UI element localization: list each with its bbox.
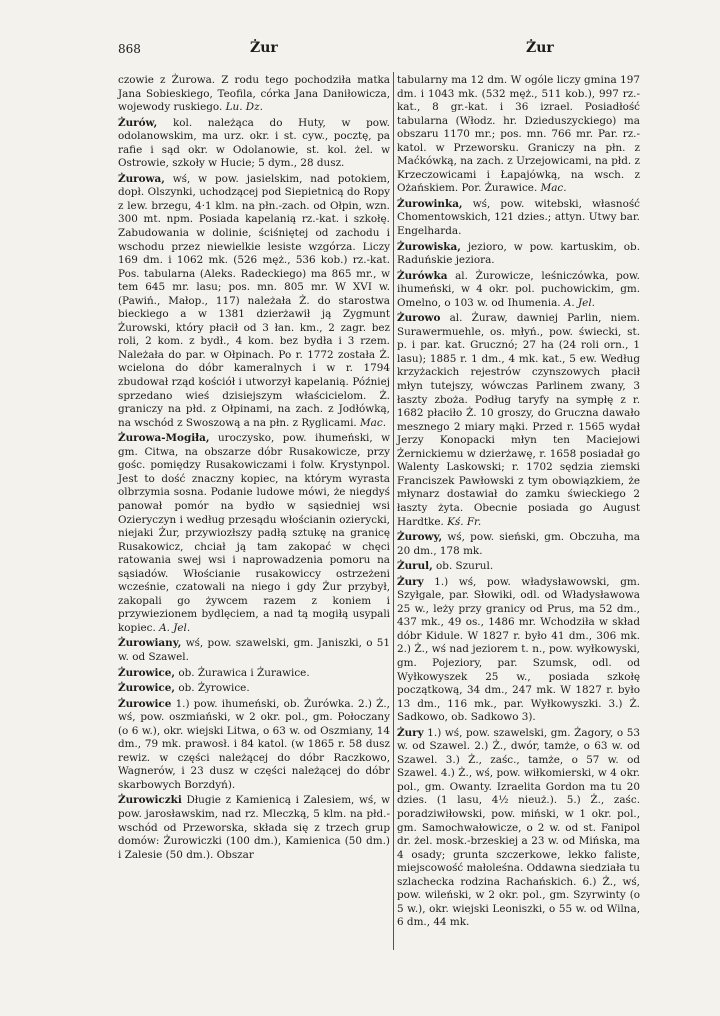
- entry-headword: Żurowice: [118, 697, 172, 710]
- dictionary-entry: [397, 560, 640, 574]
- entry-headword: Żurowice,: [118, 666, 175, 679]
- dictionary-entry: [118, 637, 390, 664]
- dictionary-entry: [397, 241, 640, 268]
- entry-headword: Żurowiska,: [397, 240, 461, 253]
- entry-headword: Żurowa,: [118, 172, 165, 185]
- dictionary-entry: [118, 173, 390, 430]
- entry-headword: Żurowa-Mogiła,: [118, 432, 210, 445]
- dictionary-entry: [397, 198, 640, 239]
- entry-text: ob. Żurawica i Żurawice.: [178, 666, 310, 679]
- entry-signature: Kś. Fr.: [447, 515, 482, 528]
- page-number: 868: [118, 42, 141, 56]
- entry-text: wś, pow. witebski, własność Chomentowskich, 121 dzies.; attyn. Utwy bar. Engelharda.: [397, 197, 640, 238]
- dictionary-entry: [397, 312, 640, 529]
- entry-headword: Żurul,: [397, 560, 433, 573]
- entry-signature: Mac.: [360, 416, 387, 429]
- entry-headword: Żurowiany,: [118, 637, 182, 650]
- entry-text: kol. należąca do Huty, w pow. odolanowskim, ma urz. okr. i st. cyw., pocztę, pa rafie i sąd okr. w Odolanowie, st. kol. żel. w Ostrowie, szkoły w Hucie; 5 dym., 28 dusz.: [118, 116, 390, 170]
- entry-text: Długie z Kamienicą i Zalesiem, wś, w pow. jarosławskim, nad rz. Mleczką, 5 klm. na płd.-wschód od Przeworska, składa się z trzech grup domów: Żurowiczki (100 dm.), Kamienica (50 dm.) i Zalesie (50 dm.). Obszar: [118, 794, 390, 861]
- entry-headword: Żurowiczki: [118, 794, 182, 807]
- entry-text: al. Żuraw, dawniej Parlin, niem. Surawermuehle, os. młyń., pow. świecki, st. p. i par. kat. Grucznó; 27 ha (24 roli orn., 1 lasu); 1885 r. 1 dm., 4 mk. kat., 5 ew. Według krzyżackich rejestrów czynszowych płacił młyn tutejszy, wówczas Parlinem zwany, 3 łaszty zboża. Podług taryfy na sympłę z r. 1682 płaciło Ż. 10 groszy, do Gruczna dawało mesznego 2 miary mąki. Przed r. 1565 wydał Jerzy Konopacki młyn ten Maciejowi Żernickiemu w dzierżawę, r. 1658 posiadał go Walenty Laskowski; r. 1702 sędzia ziemski Franciszek Pawłowski z tym obowiązkiem, że młynarz dostawiał do zamku świeckiego 2 łaszty żyta. Obecnie posiada go August Hardtke.: [397, 312, 640, 528]
- running-head-left: Żur: [250, 40, 278, 56]
- entry-text: ob. Żyrowice.: [178, 682, 250, 695]
- dictionary-entry: [397, 727, 640, 930]
- entry-headword: Żurowinka,: [397, 197, 463, 210]
- entry-signature: A. Jel.: [159, 621, 191, 634]
- entry-text: 1.) wś, pow. szawelski, gm. Żagory, o 53 w. od Szawel. 2.) Ż., dwór, tamże, o 63 w. od Szawel. 3.) Ż., zaśc., tamże, o 57 w. od Szawel. 4.) Ż., wś, pow. wiłkomierski, w 4 okr. pol., gm. Owanty. Izraelita Gordon ma tu 20 dzies. (1 lasu, 4½ nieuż.). 5.) Ż., zaśc. poradziwiłowski, pow. miński, w 1 okr. pol., gm. Samochwałowicze, o 2 w. od st. Fanipol dr. żel. mosk.-brzeskiej a 23 w. od Mińska, ma 4 osady; grunta szczerkowe, lekko faliste, miejscowość małoleśna. Oddawna siedziała tu szlachecka rodzina Rachańskich. 6.) Ż., wś, pow. wileński, w 2 okr. pol., gm. Szyrwinty (o 5 w.), okr. wiejski Leoniszki, o 55 w. od Wilna, 6 dm., 44 mk.: [397, 726, 640, 929]
- entry-text: jezioro, w pow. kartuskim, ob. Raduńskie jeziora.: [397, 240, 640, 267]
- entry-text: wś, pow. szawelski, gm. Janiszki, o 51 w. od Szawel.: [118, 637, 390, 663]
- column-divider: [393, 72, 394, 950]
- left-column: [118, 74, 390, 864]
- entry-text: wś, w pow. jasielskim, nad potokiem, dopł. Olszynki, uchodzącej pod Siepietnicą do Ropy z lew. brzegu, 4·1 klm. na płn.-zach. od Ołpin, wzn. 300 mt. npm. Posiada kapelanią rz.-kat. i szkołę. Zabudowania w dolinie, ściśniętej od zachodu i wschodu przez niewielkie lesiste wzgórza. Liczy 169 dm. i 1062 mk. (526 męż., 536 kob.) rz.-kat. Pos. tabularna (Aleks. Radeckiego) ma 865 mr., w tem 645 mr. lasu; pos. mn. 805 mr. W XVI w. (Pawiń., Małop., 117) należała Ż. do starostwa bieckiego a w 1381 dzierżawił ją Zygmunt Żurowski, który płacił od 3 łan. km., 2 zagr. bez roli, 2 kom. z bydł., 4 kom. bez bydła i 3 rzem. Należała do par. w Ołpinach. Po r. 1772 została Ż. wcielona do dóbr kameralnych i w r. 1794 zbudował rząd kościół i utworzył kapelanią. Później sprzedano wieś dzisiejszym właścicielom. Ż. graniczy na płd. z Ołpinami, na zach. z Jodłówką, na wschód z Swoszową a na płn. z Ryglicami.: [118, 172, 390, 429]
- entry-signature: Lu. Dz.: [225, 101, 263, 114]
- entry-text: 1.) pow. ihumeński, ob. Żurówka. 2.) Ż., wś, pow. oszmiański, w 2 okr. pol., gm. Połoczany (o 6 w.), okr. wiejski Litwa, o 63 w. od Oszmiany, 14 dm., 79 mk. prawosł. i 84 katol. (w 1865 r. 58 dusz rewiz. w części należącej do dóbr Raczkowo, Wagnerów, i 23 dusz w części należącej do dóbr skarbowych Borzdyń).: [118, 697, 390, 791]
- dictionary-entry: [397, 74, 640, 196]
- dictionary-entry: [118, 682, 390, 696]
- dictionary-entry: [118, 794, 390, 862]
- dictionary-entry: [118, 74, 390, 115]
- dictionary-entry: [397, 270, 640, 311]
- dictionary-entry: [118, 117, 390, 171]
- entry-signature: Mac.: [540, 182, 567, 195]
- page-header: [118, 42, 638, 62]
- entry-text: ob. Szurul.: [436, 560, 494, 573]
- entry-headword: Żurowo: [397, 312, 441, 325]
- entry-headword: Żury: [397, 575, 424, 588]
- entry-text: 1.) wś, pow. władysławowski, gm. Szyłgale, par. Słowiki, odl. od Władysławowa 25 w., leży przy granicy od Prus, ma 52 dm., 437 mk., 49 os., 1486 mr. Wchodziła w skład dóbr Kidule. W 1827 r. było 41 dm., 306 mk. 2.) Ż., wś nad jeziorem t. n., pow. wyłkowyski, gm. Pojeziory, par. Szumsk, odl. od Wyłkowyszek 25 w., posiada szkołę początkową, 34 dm., 247 mk. W 1827 r. było 13 dm., 116 mk., par. Wyłkowyszki. 3.) Ż. Sadkowo, ob. Sadkowo 3).: [397, 575, 640, 724]
- right-column: [397, 74, 640, 932]
- entry-headword: Żury: [397, 726, 424, 739]
- entry-signature: A. Jel.: [563, 296, 595, 309]
- entry-headword: Żurowice,: [118, 682, 175, 695]
- entry-text: wś, pow. sieński, gm. Obczuha, ma 20 dm., 178 mk.: [397, 531, 640, 557]
- dictionary-entry: [118, 667, 390, 681]
- entry-headword: Żurowy,: [397, 531, 443, 544]
- entry-text: al. Żurowicze, leśniczówka, pow. ihumeński, w 4 okr. pol. puchowickim, gm. Omelno, o 103 w. od Ihumenia.: [397, 269, 640, 309]
- dictionary-entry: [118, 698, 390, 793]
- dictionary-entry: [397, 576, 640, 725]
- dictionary-entry: [397, 531, 640, 558]
- entry-text: tabularny ma 12 dm. W ogóle liczy gmina 197 dm. i 1043 mk. (532 męż., 511 kob.), 997 rz.-kat., 8 gr.-kat. i 36 izrael. Posiadłość tabularna (Włodz. hr. Dzieduszyckiego) ma obszaru 1170 mr.; pos. mn. 766 mr. Par. rz.-katol. w Przeworsku. Graniczy na płn. z Maćkówką, na zach. z Urzejowicami, na płd. z Krzeczowicami i Łapajówką, na wsch. z Ożańskiem. Por. Żurawice.: [397, 74, 640, 195]
- entry-text: uroczysko, pow. ihumeński, w gm. Citwa, na obszarze dóbr Rusakowicze, przy gośc. pomiędzy Rusakowiczami i folw. Krystynpol. Jest to dość znaczny kopiec, na którym wyrasta olbrzymia sosna. Podanie ludowe mówi, że niegdyś panował pomór na bydło w sąsiedniej wsi Ozieryczyn i według przesądu włościanin ozierycki, niejaki Żur, przywiozłszy padłą sztukę na granicę Rusakowicz, chciał ją tam zakopać w chęci ratowania swej wsi i naprowadzenia pomoru na sąsiadów. Włościanie rusakowiccy ostrzeżeni wcześnie, czatowali na niego i gdy Żur przybył, zakopali go żywcem razem z koniem i przywiezionem bydlęciem, a nad tą mogiłą usypali kopiec.: [118, 432, 390, 634]
- entry-text: czowie z Żurowa. Z rodu tego pochodziła matka Jana Sobieskiego, Teofila, córka Jana Daniłowicza, wojewody ruskiego.: [118, 74, 390, 114]
- running-head-right: Żur: [526, 40, 554, 56]
- dictionary-entry: [118, 432, 390, 635]
- entry-headword: Żurówka: [397, 269, 448, 282]
- entry-headword: Żurów,: [118, 116, 158, 129]
